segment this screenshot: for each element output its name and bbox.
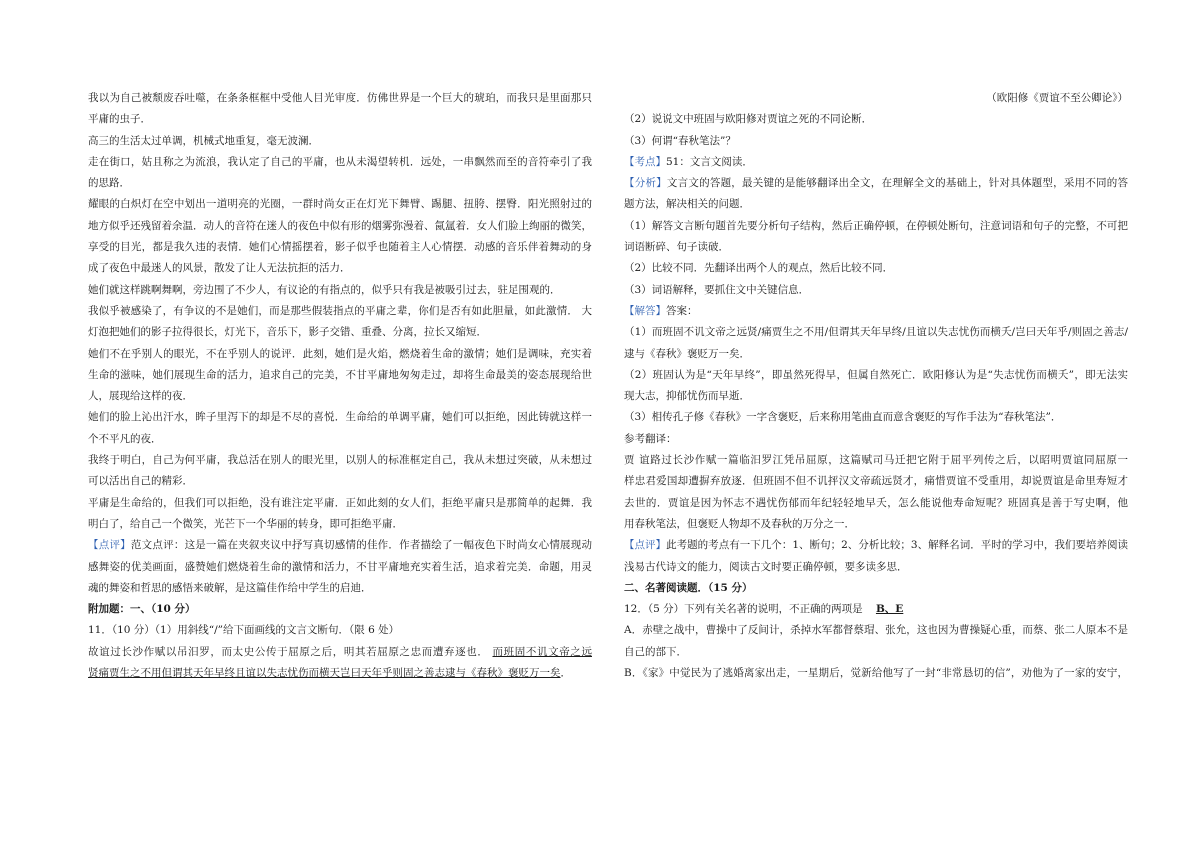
text-line <box>624 429 1128 450</box>
line-text: 高三的生活太过单调，机械式地重复，毫无波澜． <box>88 134 319 147</box>
line-text: 明白了，给自己一个微笑，光芒下一个华丽的转身，即可拒绝平庸． <box>88 517 403 530</box>
text-line <box>88 88 592 109</box>
text-line <box>624 407 1128 428</box>
line-text: 故谊过长沙作赋以吊汨罗，而太史公传于屈原之后，明其若屈原之忠而遭弃逐也． <box>88 645 493 658</box>
text-line <box>624 642 1128 663</box>
text-line <box>624 301 1128 322</box>
line-text: 平庸的虫子． <box>88 113 151 126</box>
line-text: 参考翻译： <box>624 432 677 445</box>
line-text: 地方似乎还残留着余温．动人的音符在迷人的夜色中似有形的烟雾弥漫着、氤氲着．女人们脸上绚丽的微笑， <box>88 219 592 232</box>
section-tag: 【解答】 <box>624 304 666 317</box>
text-line <box>624 280 1128 301</box>
line-text: （1）解答文言断句题首先要分析句子结构，然后正确停顿，在停顿处断句，注意词语和句子的完整，不可把 <box>624 219 1128 232</box>
line-text: 我似乎被感染了，有争议的不是她们，而是那些假装指点的平庸之辈，你们是否有如此胆量，如此激情． 大 <box>88 304 592 317</box>
text-line <box>624 514 1128 535</box>
text-line <box>88 109 592 130</box>
underlined-passage: 贤痛贾生之不用但谓其天年早终且谊以失志忧伤而横天岂曰天年乎则固之善志逮与《春秋》褒贬万一矣 <box>88 667 561 680</box>
line-text: 个不平凡的夜． <box>88 432 162 445</box>
line-text: 人，展现给这样的夜． <box>88 390 193 403</box>
text-line <box>624 578 1128 599</box>
line-text: 感舞姿的优美画面，盛赞她们燃烧着生命的激情和活力，不甘平庸地充实着生活，追求着完美．命题，用灵 <box>88 560 592 573</box>
line-text: 她们就这样跳啊舞啊，旁边围了不少人，有议论的有指点的，似乎只有我是被吸引过去，驻足围观的． <box>88 283 561 296</box>
text-line <box>624 216 1128 237</box>
text-line <box>624 344 1128 365</box>
text-line <box>88 471 592 492</box>
line-text: 享受的目光，都是我久违的表情．她们心情摇摆着，影子似乎也随着主人心情摆．动感的音乐伴着舞动的身 <box>88 241 592 254</box>
line-text: 走在街口，姑且称之为流浪，我认定了自己的平庸，也从未渴望转机．远处，一串飘然而至的音符牵引了我 <box>88 155 592 168</box>
line-text: 自己的部下． <box>624 645 687 658</box>
text-line <box>624 620 1128 641</box>
text-line <box>624 131 1128 152</box>
answer-blank: B、E <box>875 603 904 616</box>
underlined-passage: 而班固不讥文帝之远 <box>492 645 592 658</box>
text-line <box>88 216 592 237</box>
text-line <box>624 152 1128 173</box>
line-text: A．赤壁之战中，曹操中了反间计，杀掉水军都督蔡瑁、张允，这也因为曹操疑心重，而蔡、张二人原本不是 <box>624 624 1128 637</box>
text-line <box>88 663 592 684</box>
text-line <box>88 152 592 173</box>
section-tag: 【点评】 <box>624 539 667 552</box>
text-line <box>88 258 592 279</box>
right-column <box>624 88 1128 684</box>
text-line <box>88 322 592 343</box>
line-text: 成了夜色中最迷人的风景，散发了让人无法抗拒的活力． <box>88 262 351 275</box>
text-line <box>624 493 1128 514</box>
section-tag: 【点评】 <box>88 539 131 552</box>
text-line <box>88 365 592 386</box>
line-text: 我终于明白，自己为何平庸，我总活在别人的眼光里，以别人的标准框定自己，我从未想过突破，从未想过 <box>88 454 592 467</box>
line-text: 我以为自己被颓废吞吐噬，在条条框框中受他人目光审度．仿佛世界是一个巨大的琥珀，而我只是里面那只 <box>88 92 592 104</box>
text-line <box>624 173 1128 194</box>
line-text: 生命的滋味，她们展现生命的活力，追求自己的完美，不甘平庸地匆匆走过，却将生命最美的姿态展现给世 <box>88 368 592 381</box>
text-line <box>624 194 1128 215</box>
line-text: 文言文的答题，最关键的是能够翻译出全文，在理解全文的基础上，针对具体题型，采用不同的答 <box>666 177 1128 190</box>
line-text: 灯泡把她们的影子拉得很长，灯光下，音乐下，影子交错、重叠、分离，拉长又缩短． <box>88 326 487 339</box>
line-text: 她们的脸上沁出汗水，眸子里泻下的却是不尽的喜悦．生命给的单调平庸，她们可以拒绝，因此铸就这样一 <box>88 411 592 424</box>
text-line <box>88 131 592 152</box>
text-line <box>624 450 1128 471</box>
text-line <box>88 386 592 407</box>
line-text: 去世的．贾谊是因为怀志不遇忧伤郁而年纪轻轻地早夭，怎么能说他寿命短呢？班固真是善于写史啊，他 <box>624 496 1128 509</box>
line-text: 11．（10 分）（1）用斜线“/”给下面画线的文言文断句．（限 6 处） <box>88 624 400 637</box>
text-line <box>88 557 592 578</box>
text-line <box>624 535 1128 556</box>
text-line <box>88 280 592 301</box>
text-line <box>88 237 592 258</box>
line-text: （2）比较不同．先翻译出两个人的观点，然后比较不同． <box>624 262 894 275</box>
line-text-after: ． <box>560 667 571 680</box>
line-text: 题方法，解决相关的问题． <box>624 198 750 211</box>
line-text: （3）相传孔子修《春秋》一字含褒贬，后来称用笔曲直而意含褒贬的写作手法为“春秋笔法”． <box>624 411 1062 424</box>
section-tag: 【考点】 <box>624 155 666 168</box>
text-line <box>88 429 592 450</box>
text-line <box>88 578 592 599</box>
line-text: （1）而班固不讥文帝之远贤/痛贾生之不用/但谓其天年早终/且谊以失志忧伤而横夭/岂曰天年乎/则固之善志/ <box>624 326 1128 339</box>
line-text: 现大志，抑郁忧伤而早逝． <box>624 390 750 403</box>
text-line <box>88 450 592 471</box>
line-text: （2）班固认为是“天年早终”，即虽然死得早，但属自然死亡．欧阳修认为是“失志忧伤而横夭”，即无法实 <box>624 368 1128 381</box>
line-text: 逮与《春秋》褒贬万一矣． <box>624 347 750 360</box>
text-line <box>88 493 592 514</box>
text-line <box>624 599 1128 620</box>
text-line <box>88 620 592 641</box>
text-line <box>88 599 592 620</box>
line-text: 她们不在乎别人的眼光，不在乎别人的说评．此刻，她们是火焰，燃烧着生命的激情；她们是调味，充实着 <box>88 347 592 360</box>
text-line <box>88 344 592 365</box>
line-text: 的思路． <box>88 177 130 190</box>
line-text: 样忠君爱国却遭摒弃放逐．但班固不但不讥抨汉文帝疏远贤才，痛惜贾谊不受重用，却说贾谊是命里寿短才 <box>624 475 1128 488</box>
text-line <box>88 407 592 428</box>
line-text: 二、名著阅读题．（15 分） <box>624 581 753 594</box>
text-line <box>624 663 1128 684</box>
line-text: 可以活出自己的精彩． <box>88 475 193 488</box>
line-text: 耀眼的白炽灯在空中划出一道明亮的光圈，一群时尚女正在灯光下舞臂、踢腿、扭胯、摆臀．阳光照射过的 <box>88 198 592 211</box>
text-line <box>88 535 592 556</box>
line-text: 魂的舞姿和哲思的感悟来破解，是这篇佳作给中学生的启迪． <box>88 581 372 594</box>
line-text: 此考题的考点有一下几个：1、断句；2、分析比较；3、解释名词．平时的学习中，我们要培养阅读 <box>666 539 1128 552</box>
text-line <box>624 557 1128 578</box>
text-line <box>624 88 1128 109</box>
text-line <box>88 173 592 194</box>
line-text: B．《家》中觉民为了逃婚离家出走，一星期后，觉新给他写了一封“非常恳切的信”，劝他为了一家的安宁， <box>624 667 1128 680</box>
line-text: 51：文言文阅读． <box>666 155 753 168</box>
line-text: （欧阳修《贾谊不至公卿论》） <box>986 92 1128 104</box>
text-line <box>88 642 592 663</box>
text-line <box>624 471 1128 492</box>
line-text: （3）何谓“春秋笔法”？ <box>624 134 736 147</box>
line-text: 贾 谊路过长沙作赋一篇临汨罗江凭吊屈原，这篇赋司马迁把它附于屈平列传之后，以昭明贾谊同屈原一 <box>624 454 1128 467</box>
line-text: 用春秋笔法，但褒贬人物却不及春秋的万分之一． <box>624 517 855 530</box>
text-line <box>624 237 1128 258</box>
text-line <box>624 258 1128 279</box>
line-text: 12．（5 分）下列有关名著的说明，不正确的两项是 <box>624 603 863 616</box>
text-line <box>624 109 1128 130</box>
left-column <box>88 88 592 684</box>
line-text: 范文点评：这是一篇在夹叙夹议中抒写真切感情的佳作．作者描绘了一幅夜色下时尚女心情展现动 <box>130 539 592 552</box>
line-text: （2）说说文中班固与欧阳修对贾谊之死的不同论断． <box>624 113 873 126</box>
line-text: 附加题：一、（10 分） <box>88 603 196 616</box>
text-line <box>624 322 1128 343</box>
text-line <box>88 514 592 535</box>
line-text: 平庸是生命给的，但我们可以拒绝，没有谁注定平庸．正如此刻的女人们，拒绝平庸只是那简单的起舞．我 <box>88 496 592 509</box>
section-tag: 【分析】 <box>624 177 667 190</box>
line-text: （3）词语解释，要抓住文中关键信息． <box>624 283 810 296</box>
line-text: 答案： <box>666 304 698 317</box>
line-text: 词语断碎、句子读破． <box>624 241 729 254</box>
line-text: 浅易古代诗文的能力，阅读古文时要正确停顿，要多读多思． <box>624 560 908 573</box>
text-line <box>624 365 1128 386</box>
text-line <box>88 194 592 215</box>
text-line <box>624 386 1128 407</box>
text-line <box>88 301 592 322</box>
